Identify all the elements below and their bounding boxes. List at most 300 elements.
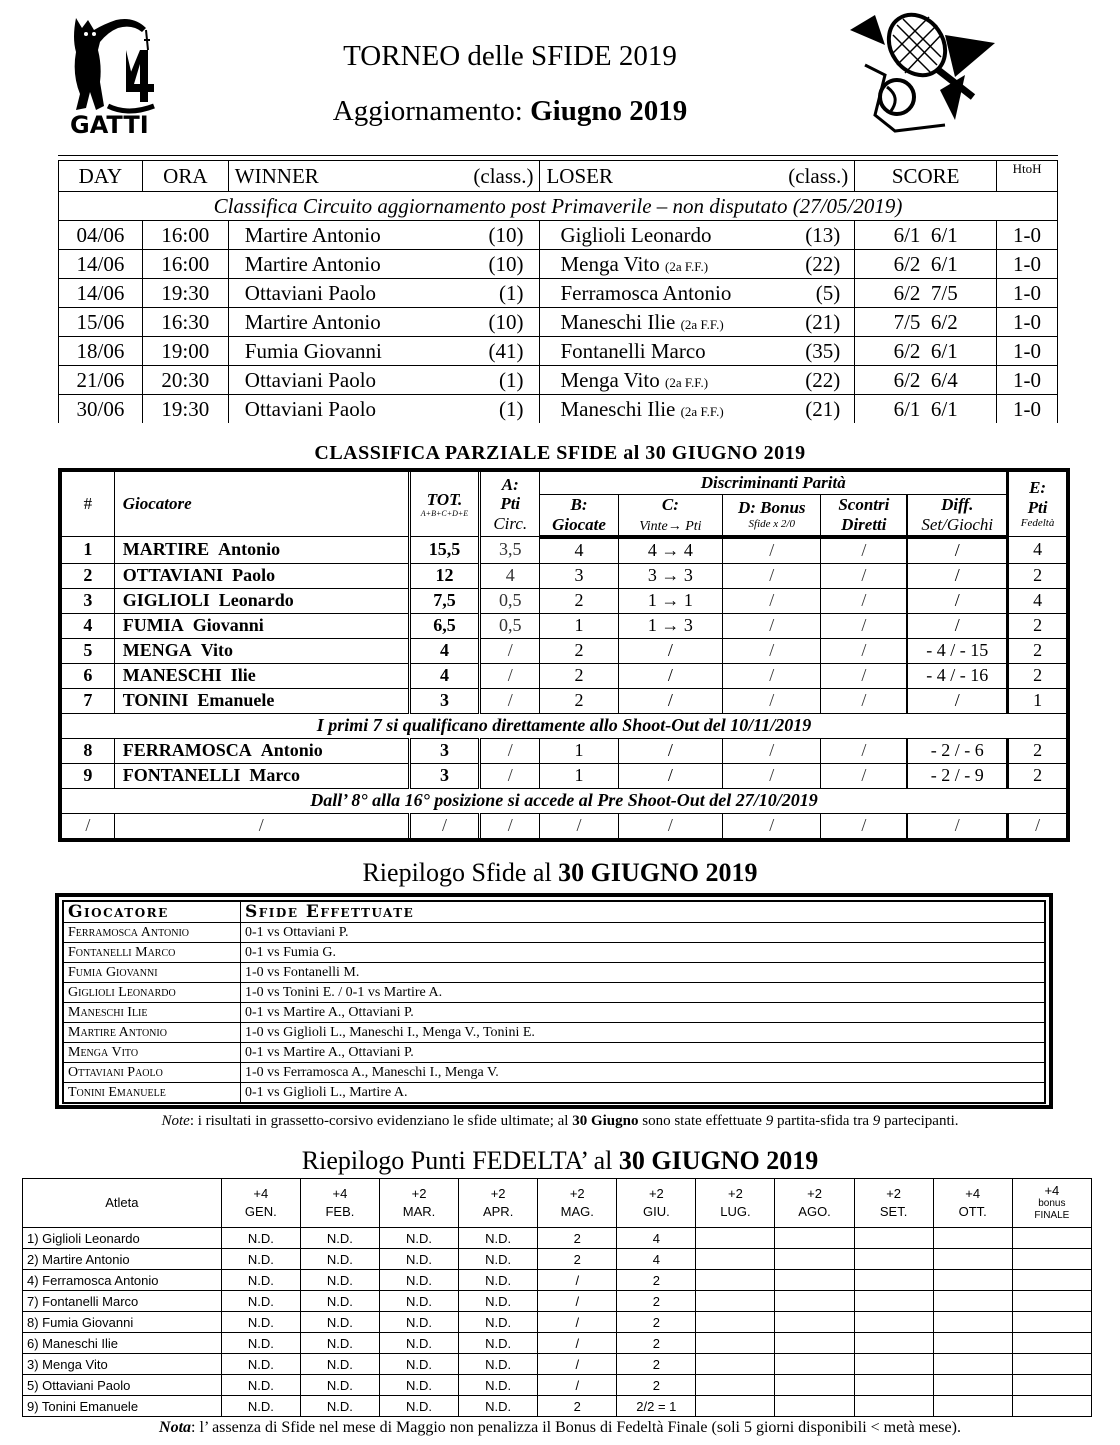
rs-player: Ferramosca Antonio [63, 923, 241, 943]
month-value [854, 1354, 933, 1375]
matches-header-row [59, 161, 1058, 192]
month-value: N.D. [459, 1375, 538, 1396]
player-surname: OTTAVIANI [122, 565, 224, 586]
d-bot: Sfide x 2/0 [748, 517, 795, 530]
col-month [538, 1179, 617, 1228]
classifica-empty-row [60, 813, 1068, 840]
diff-bot: Set/Giochi [921, 514, 994, 534]
month-value [775, 1396, 854, 1417]
month-value [1012, 1333, 1091, 1354]
player-name [114, 763, 409, 788]
bonus-sub: bonus [1038, 1198, 1066, 1210]
col-diff [907, 495, 1007, 537]
month-value: 2 [538, 1249, 617, 1270]
diff-value: - 4 / - 15 [907, 638, 1007, 663]
month-value [933, 1396, 1012, 1417]
scontri-value: / [821, 537, 907, 564]
match-htoh: 1-0 [997, 221, 1058, 250]
d-value: / [723, 663, 821, 688]
month-points: +2 [728, 1185, 743, 1201]
c-value: / [618, 688, 722, 713]
month-value: N.D. [300, 1291, 379, 1312]
month-value: 2 [617, 1354, 696, 1375]
f-note-text: : l’ assenza di Sfide nel mese di Maggio non penalizza il Bonus di Fedeltà Finale (soli 5 giorni disponibili < metà mese). [191, 1419, 961, 1436]
month-value: 2 [617, 1291, 696, 1312]
rank: 1 [60, 537, 114, 564]
month-value: N.D. [300, 1249, 379, 1270]
match-loser-class: (22) [775, 250, 855, 279]
a-value: / [480, 763, 540, 788]
match-day: 14/06 [59, 279, 143, 308]
c-value: 1 → 3 [618, 613, 722, 638]
month-value: / [538, 1291, 617, 1312]
rs-sfide: 1-0 vs Tonini E. / 0-1 vs Martire A. [241, 983, 1046, 1003]
match-score: 6/2 6/1 [855, 250, 997, 279]
diff-value: - 2 / - 6 [907, 738, 1007, 763]
month-value: N.D. [300, 1333, 379, 1354]
match-loser [540, 308, 775, 337]
rs-col-player: Giocatore [63, 901, 241, 923]
rs-row [63, 1003, 1045, 1023]
c-value: / [618, 738, 722, 763]
month-value [775, 1270, 854, 1291]
bonus-points: +4 [1044, 1182, 1060, 1198]
month-value: N.D. [221, 1312, 300, 1333]
col-group-discriminanti: Discriminanti Parità [540, 470, 1008, 495]
month-points: +2 [411, 1185, 427, 1201]
b-value: 1 [540, 613, 618, 638]
match-winner-class: (41) [458, 337, 540, 366]
rs-row [63, 1063, 1045, 1083]
match-day: 15/06 [59, 308, 143, 337]
e-value: 2 [1008, 763, 1068, 788]
match-row [59, 250, 1058, 279]
rank: 6 [60, 663, 114, 688]
match-row [59, 366, 1058, 395]
b-value: 3 [540, 563, 618, 588]
match-loser [540, 366, 775, 395]
e-value: 2 [1008, 613, 1068, 638]
rank: 2 [60, 563, 114, 588]
match-winner-class: (10) [458, 250, 540, 279]
col-day: DAY [59, 161, 143, 192]
month-label: APR. [482, 1204, 514, 1219]
match-loser-class: (21) [775, 308, 855, 337]
diff-value: - 2 / - 9 [907, 763, 1007, 788]
empty-cell: / [114, 813, 409, 840]
b-bot: Giocate [552, 514, 606, 534]
rank: 9 [60, 763, 114, 788]
col-b [540, 495, 618, 537]
classifica-title: CLASSIFICA PARZIALE SFIDE al 30 GIUGNO 2019 [314, 442, 806, 464]
header-divider [58, 155, 1058, 156]
tot-sub: A+B+C+D+E [420, 509, 469, 519]
match-winner: Martire Antonio [228, 308, 458, 337]
riepilogo-sfide-frame [55, 893, 1053, 1109]
month-value [1012, 1228, 1091, 1249]
c-value: / [618, 663, 722, 688]
month-value: N.D. [379, 1396, 458, 1417]
scontri-value: / [821, 613, 907, 638]
athlete-name: 2) Martire Antonio [23, 1249, 222, 1270]
match-winner: Ottaviani Paolo [228, 279, 458, 308]
match-score: 6/2 6/4 [855, 366, 997, 395]
fedelta-row [23, 1354, 1092, 1375]
riepilogo-sfide-note [0, 1113, 1120, 1130]
d-value: / [723, 537, 821, 564]
a-value: / [480, 663, 540, 688]
match-time: 16:00 [142, 221, 228, 250]
qualification-note: I primi 7 si qualificano direttamente allo Shoot-Out del 10/11/2019 [60, 713, 1068, 738]
month-value [775, 1228, 854, 1249]
b-value: 1 [540, 738, 618, 763]
match-loser [540, 395, 775, 424]
fedelta-row [23, 1333, 1092, 1354]
col-rank: # [60, 470, 114, 537]
month-value [696, 1354, 775, 1375]
col-e [1008, 470, 1068, 537]
month-value [933, 1333, 1012, 1354]
rs-title-pre: Riepilogo Sfide al [362, 858, 559, 887]
b-top: B: [570, 495, 588, 515]
athlete-name: 1) Giglioli Leonardo [23, 1228, 222, 1249]
match-htoh: 1-0 [997, 279, 1058, 308]
rank: 4 [60, 613, 114, 638]
col-winner-class: (class.) [458, 161, 540, 192]
diff-value: / [907, 563, 1007, 588]
month-points: +2 [807, 1185, 822, 1201]
tot-label: TOT. [426, 489, 463, 509]
tennis-clipart [845, 5, 1005, 140]
rs-sfide: 0-1 vs Martire A., Ottaviani P. [241, 1043, 1046, 1063]
scontri-value: / [821, 738, 907, 763]
b-value: 2 [540, 663, 618, 688]
c-value: / [618, 763, 722, 788]
f-note-label: Nota [159, 1419, 192, 1436]
col-month [854, 1179, 933, 1228]
month-value: 2 [617, 1375, 696, 1396]
match-row [59, 279, 1058, 308]
col-htoh: HtoH [997, 161, 1058, 192]
col-loser: LOSER [540, 161, 775, 192]
month-points: +2 [648, 1185, 664, 1201]
match-time: 19:00 [142, 337, 228, 366]
match-day: 21/06 [59, 366, 143, 395]
player-firstname: Paolo [232, 565, 276, 586]
match-day: 04/06 [59, 221, 143, 250]
col-time: ORA [142, 161, 228, 192]
month-value [696, 1375, 775, 1396]
fedelta-row [23, 1312, 1092, 1333]
c-value: / [618, 638, 722, 663]
month-value: 2 [538, 1396, 617, 1417]
match-htoh: 1-0 [997, 366, 1058, 395]
e-value: 4 [1008, 588, 1068, 613]
diff-value: / [907, 688, 1007, 713]
c-value: 4 → 4 [618, 537, 722, 564]
match-day: 30/06 [59, 395, 143, 424]
d-value: / [723, 563, 821, 588]
match-score: 7/5 6/2 [855, 308, 997, 337]
match-winner: Martire Antonio [228, 221, 458, 250]
month-value: / [538, 1270, 617, 1291]
b-value: 2 [540, 588, 618, 613]
month-value: 2 [617, 1333, 696, 1354]
player-surname: FONTANELLI [122, 765, 241, 786]
month-value: N.D. [300, 1396, 379, 1417]
month-value: 2 [617, 1312, 696, 1333]
empty-cell: / [1008, 813, 1068, 840]
month-value [696, 1312, 775, 1333]
update-label: Aggiornamento: [332, 95, 523, 127]
tot-value: 12 [409, 563, 479, 588]
rs-row [63, 963, 1045, 983]
month-label: MAR. [402, 1204, 436, 1219]
matches-note-row [59, 192, 1058, 221]
fedelta-note [0, 1419, 1120, 1437]
scontri-value: / [821, 688, 907, 713]
month-value [775, 1333, 854, 1354]
month-value: N.D. [379, 1228, 458, 1249]
tot-value: 4 [409, 638, 479, 663]
col-c [618, 495, 722, 537]
player-name [114, 638, 409, 663]
rs-note-n1: 9 [765, 1113, 774, 1129]
match-score: 6/1 6/1 [855, 395, 997, 424]
month-value [854, 1228, 933, 1249]
scontri-value: / [821, 563, 907, 588]
col-bonus-finale [1012, 1179, 1091, 1228]
empty-cell: / [480, 813, 540, 840]
month-label: FEB. [325, 1204, 355, 1219]
e-bot: Fedeltà [1020, 517, 1055, 530]
col-month [933, 1179, 1012, 1228]
match-row [59, 308, 1058, 337]
month-value: / [538, 1333, 617, 1354]
diff-top: Diff. [941, 495, 974, 515]
update-value: Giugno 2019 [530, 95, 688, 127]
a-value: 0,5 [480, 588, 540, 613]
d-value: / [723, 688, 821, 713]
fedelta-row [23, 1291, 1092, 1312]
month-value [1012, 1396, 1091, 1417]
month-value [696, 1270, 775, 1291]
tot-value: 15,5 [409, 537, 479, 564]
e-value: 2 [1008, 638, 1068, 663]
month-points: +2 [490, 1185, 506, 1201]
classifica-row [60, 537, 1068, 564]
col-month [775, 1179, 854, 1228]
month-value: N.D. [379, 1270, 458, 1291]
month-value: N.D. [459, 1270, 538, 1291]
player-firstname: Giovanni [192, 615, 264, 636]
rs-sfide: 0-1 vs Martire A., Ottaviani P. [241, 1003, 1046, 1023]
match-winner-class: (1) [458, 395, 540, 424]
month-points: +2 [886, 1185, 902, 1201]
d-top: D: Bonus [737, 498, 806, 517]
col-month [379, 1179, 458, 1228]
c-top: C: [661, 495, 679, 514]
month-value: N.D. [459, 1291, 538, 1312]
col-scontri [821, 495, 907, 537]
month-value: N.D. [459, 1354, 538, 1375]
match-loser-class: (21) [775, 395, 855, 424]
month-value: N.D. [221, 1375, 300, 1396]
athlete-name: 9) Tonini Emanuele [23, 1396, 222, 1417]
diff-value: / [907, 588, 1007, 613]
match-day: 18/06 [59, 337, 143, 366]
c-bot: Vinte→ Pti [639, 518, 702, 534]
match-loser [540, 337, 775, 366]
match-time: 20:30 [142, 366, 228, 395]
month-value [854, 1396, 933, 1417]
tot-value: 6,5 [409, 613, 479, 638]
match-winner: Ottaviani Paolo [228, 395, 458, 424]
player-surname: MARTIRE [122, 539, 210, 560]
rs-title-date: 30 GIUGNO 2019 [558, 858, 758, 887]
month-value [933, 1270, 1012, 1291]
rs-row [63, 923, 1045, 943]
month-value: N.D. [379, 1291, 458, 1312]
athlete-name: 7) Fontanelli Marco [23, 1291, 222, 1312]
empty-cell: / [618, 813, 722, 840]
a-mid: Pti [500, 494, 521, 514]
player-firstname: Antonio [260, 740, 323, 761]
month-value [696, 1249, 775, 1270]
col-month [300, 1179, 379, 1228]
player-firstname: Vito [200, 640, 234, 661]
tot-value: 7,5 [409, 588, 479, 613]
rs-player: Maneschi Ilie [63, 1003, 241, 1023]
month-value [696, 1228, 775, 1249]
month-value [854, 1375, 933, 1396]
tot-value: 3 [409, 688, 479, 713]
month-value: N.D. [379, 1312, 458, 1333]
player-firstname: Emanuele [197, 690, 275, 711]
month-label: SET. [879, 1204, 908, 1219]
col-a [480, 470, 540, 537]
empty-cell: / [60, 813, 114, 840]
bonus-label: FINALE [1034, 1210, 1070, 1222]
diff-value: - 4 / - 16 [907, 663, 1007, 688]
month-value: N.D. [379, 1354, 458, 1375]
player-firstname: Ilie [230, 665, 256, 686]
classifica-row [60, 613, 1068, 638]
classifica-row [60, 588, 1068, 613]
player-firstname: Leonardo [218, 590, 294, 611]
loser-name: Fontanelli Marco [560, 338, 706, 363]
month-value: N.D. [459, 1396, 538, 1417]
player-name [114, 588, 409, 613]
col-month [221, 1179, 300, 1228]
rs-row [63, 1043, 1045, 1063]
diff-value: / [907, 537, 1007, 564]
rs-note-date: 30 Giugno [572, 1113, 639, 1129]
scontri-value: / [821, 763, 907, 788]
month-value: N.D. [221, 1270, 300, 1291]
col-athlete: Atleta [23, 1179, 222, 1228]
month-value [933, 1312, 1012, 1333]
rs-player: Fumia Giovanni [63, 963, 241, 983]
month-value: 4 [617, 1228, 696, 1249]
rs-player: Giglioli Leonardo [63, 983, 241, 1003]
rs-player: Tonini Emanuele [63, 1083, 241, 1104]
athlete-name: 6) Maneschi Ilie [23, 1333, 222, 1354]
month-value: 2 [538, 1228, 617, 1249]
diff-value: / [907, 613, 1007, 638]
loser-note: (2a F.F.) [664, 258, 709, 274]
month-value: 2 [617, 1270, 696, 1291]
e-value: 1 [1008, 688, 1068, 713]
month-value: N.D. [221, 1249, 300, 1270]
athlete-name: 4) Ferramosca Antonio [23, 1270, 222, 1291]
month-value: N.D. [459, 1333, 538, 1354]
col-loser-class: (class.) [775, 161, 855, 192]
logo-text: GATTI [70, 111, 149, 135]
match-winner: Fumia Giovanni [228, 337, 458, 366]
player-firstname: Marco [249, 765, 301, 786]
match-htoh: 1-0 [997, 337, 1058, 366]
classifica-table [58, 468, 1070, 842]
month-label: GEN. [244, 1204, 277, 1219]
player-surname: FERRAMOSCA [122, 740, 252, 761]
rs-header-row [63, 901, 1045, 923]
col-d [723, 495, 821, 537]
month-value [933, 1249, 1012, 1270]
month-value: N.D. [379, 1375, 458, 1396]
rs-note-text2: sono state effettuate [638, 1113, 766, 1129]
rs-sfide: 0-1 vs Ottaviani P. [241, 923, 1046, 943]
month-value: N.D. [221, 1396, 300, 1417]
empty-cell: / [821, 813, 907, 840]
tot-value: 3 [409, 738, 479, 763]
month-value [933, 1375, 1012, 1396]
fedelta-table [22, 1178, 1092, 1417]
qualification-note-row [60, 713, 1068, 738]
scontri-value: / [821, 588, 907, 613]
empty-cell: / [409, 813, 479, 840]
month-value: N.D. [379, 1333, 458, 1354]
player-name [114, 563, 409, 588]
fedelta-header-row [23, 1179, 1092, 1228]
rs-note-label: Note [161, 1113, 190, 1129]
classifica-row [60, 563, 1068, 588]
s-bot: Diretti [841, 514, 887, 534]
player-surname: MANESCHI [122, 665, 222, 686]
loser-name: Giglioli Leonardo [560, 222, 712, 247]
f-title-pre: Riepilogo Punti FEDELTA’ al [301, 1146, 619, 1175]
player-name [114, 688, 409, 713]
athlete-name: 8) Fumia Giovanni [23, 1312, 222, 1333]
month-value: 2/2 = 1 [617, 1396, 696, 1417]
tot-value: 3 [409, 763, 479, 788]
month-label: LUG. [720, 1204, 751, 1219]
rank: 3 [60, 588, 114, 613]
classifica-row [60, 638, 1068, 663]
rs-player: Martire Antonio [63, 1023, 241, 1043]
month-value [854, 1333, 933, 1354]
month-label: MAG. [560, 1204, 594, 1219]
player-name [114, 537, 409, 564]
match-winner-class: (1) [458, 279, 540, 308]
d-value: / [723, 763, 821, 788]
loser-name: Menga Vito [560, 251, 660, 276]
rs-note-text3: partita-sfida tra [773, 1113, 873, 1129]
rank: 8 [60, 738, 114, 763]
a-value: / [480, 638, 540, 663]
loser-name: Maneschi Ilie [560, 309, 676, 334]
month-value [854, 1270, 933, 1291]
